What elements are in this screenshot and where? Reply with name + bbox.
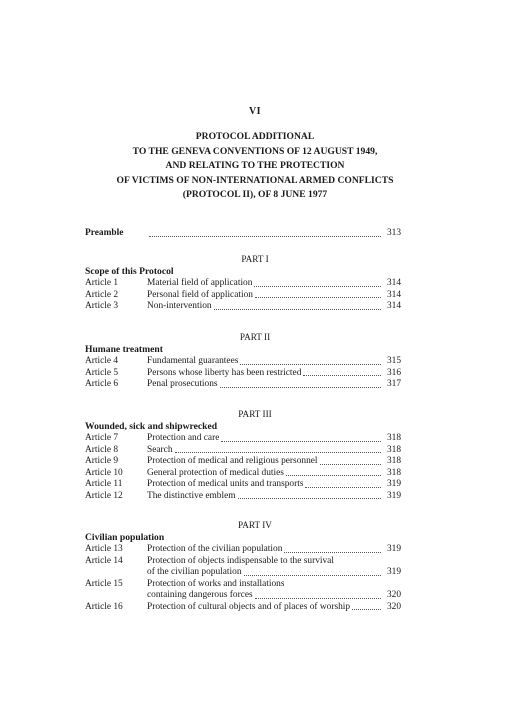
leader-dots [352,609,381,610]
page-number: 315 [386,356,401,366]
leader-dots [238,498,381,499]
leader-dots [221,441,381,442]
toc-row [85,301,401,313]
page-number: 317 [386,379,401,389]
chapter-number: VI [248,106,262,117]
section-heading: Scope of this Protocol [85,266,174,277]
page-number: 318 [386,456,401,466]
toc-row-continued [85,590,401,602]
section-heading: Civilian population [85,532,165,543]
article-title: Search [147,444,173,455]
toc-row [85,479,401,491]
toc-row [85,433,401,445]
part-heading: PART II [239,332,271,342]
part-heading: PART IV [238,520,272,530]
article-number: Article 5 [85,367,119,378]
toc-row [85,556,401,568]
page-number: 313 [386,228,401,238]
article-number: Article 11 [85,479,123,489]
article-number: Article 1 [85,278,119,288]
toc-row [85,579,401,591]
toc-row [85,290,401,302]
leader-dots [240,364,381,365]
preamble-label: Preamble [85,228,124,238]
page-number: 318 [386,433,401,443]
leader-dots [175,452,381,453]
toc-row [85,491,401,503]
article-title: Protection of works and installations [147,578,285,589]
page-number: 319 [386,490,401,501]
leader-dots [254,286,381,287]
article-number: Article 8 [85,444,119,455]
toc-row [85,456,401,468]
article-number: Article 16 [85,601,123,612]
page-number: 319 [386,479,401,489]
article-number: Article 9 [85,456,119,466]
title-line: OF VICTIMS OF NON-INTERNATIONAL ARMED CONFLICTS [116,174,394,186]
article-title: The distinctive emblem [147,490,236,501]
article-number: Article 3 [85,301,119,311]
article-number: Article 6 [85,379,119,389]
title-line: TO THE GENEVA CONVENTIONS OF 12 AUGUST 1949, [132,145,378,157]
article-number: Article 2 [85,289,119,300]
article-title: Material field of application [147,278,253,288]
section-heading: Humane treatment [85,344,163,355]
leader-dots [220,387,381,388]
toc-row [85,379,401,391]
article-number: Article 13 [85,544,123,554]
part-heading: PART I [241,254,269,264]
article-number: Article 14 [85,555,123,566]
toc-part-2 [85,331,401,391]
toc-row [85,368,401,380]
page-number: 319 [386,544,401,554]
article-number: Article 4 [85,356,119,366]
page-number: 316 [386,367,401,378]
page-number: 320 [386,590,401,600]
leader-dots [303,375,381,376]
toc-row-continued [85,567,401,579]
page-number: 318 [386,467,401,478]
toc-row [85,445,401,457]
leader-dots [320,464,381,465]
toc-row [85,278,401,290]
article-title: Fundamental guarantees [147,356,239,366]
toc-part-4 [85,519,401,613]
article-title: Protection and care [147,433,220,443]
article-title: Protection of objects indispensable to the survival [147,555,334,566]
protocol-title [60,130,450,203]
article-title-continued: containing dangerous forces [147,590,253,600]
article-number: Article 12 [85,490,123,501]
leader-dots [255,297,381,298]
page-number: 314 [386,278,401,288]
toc-row [85,468,401,480]
page-number: 318 [386,444,401,455]
title-line: PROTOCOL ADDITIONAL [195,131,315,142]
article-title: Personal field of application [147,289,253,300]
article-title: Non-intervention [147,301,212,311]
toc-row [85,356,401,368]
page-number: 314 [386,301,401,311]
toc-row [85,228,401,240]
toc-row [85,544,401,556]
page-number: 320 [386,601,401,612]
section-heading: Wounded, sick and shipwrecked [85,421,218,432]
page-number: 314 [386,289,401,300]
title-line: AND RELATING TO THE PROTECTION [165,160,345,172]
article-title: Protection of the civilian population [147,544,283,554]
article-number: Article 15 [85,578,123,589]
article-number: Article 7 [85,433,119,443]
article-title: General protection of medical duties [147,467,284,478]
toc-preamble [85,228,401,240]
leader-dots [286,475,381,476]
page-number: 319 [386,567,401,577]
leader-dots [214,309,381,310]
leader-dots [244,575,381,576]
leader-dots [284,552,381,553]
part-heading: PART III [238,409,272,419]
article-title: Penal prosecutions [147,379,218,389]
article-title: Persons whose liberty has been restricted [147,367,302,378]
article-number: Article 10 [85,467,123,478]
toc-part-1 [85,253,401,313]
article-title: Protection of medical units and transports [147,479,304,489]
article-title-continued: of the civilian population [147,567,242,577]
leader-dots [255,598,381,599]
toc-part-3 [85,408,401,502]
article-title: Protection of cultural objects and of places of worship [147,601,351,612]
leader-dots [305,487,381,488]
title-line: (PROTOCOL II), OF 8 JUNE 1977 [182,189,328,201]
article-title: Protection of medical and religious personnel [147,456,318,466]
leader-dots [149,236,381,237]
toc-row [85,602,401,614]
